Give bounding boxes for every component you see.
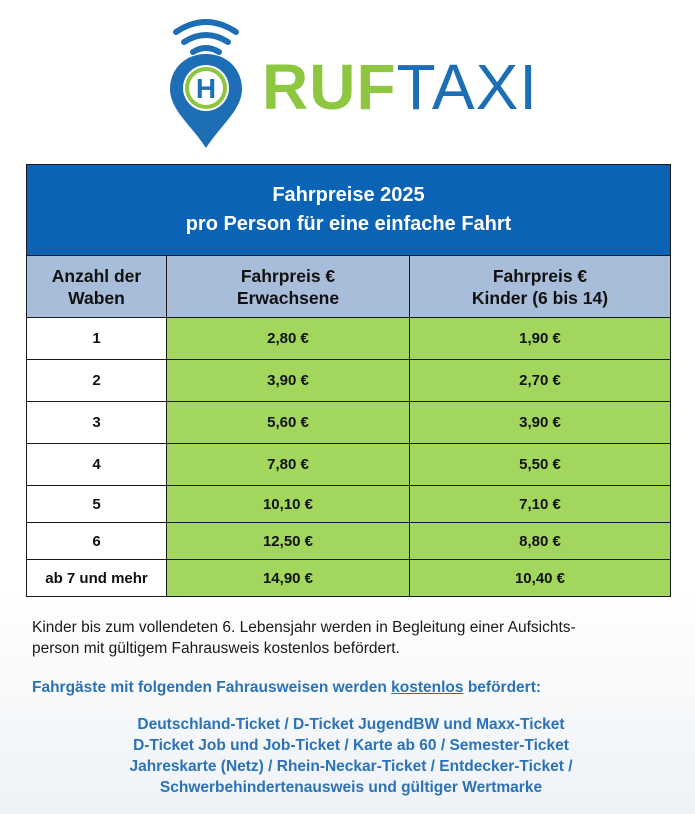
adult-price-cell: 2,80 €: [167, 318, 410, 360]
waben-cell: ab 7 und mehr: [27, 560, 167, 597]
free-tickets-list: [26, 714, 676, 798]
logo-wordmark: [262, 52, 538, 122]
table-row: [27, 523, 671, 560]
header-adult-line1: Fahrpreis €: [240, 265, 336, 286]
header-adult-price: [167, 256, 410, 318]
header-child-line2: Kinder (6 bis 14): [471, 287, 609, 308]
waben-cell: 3: [27, 402, 167, 444]
table-title: [27, 165, 671, 256]
header-adult-line2: Erwachsene: [236, 287, 340, 308]
adult-price-cell: 14,90 €: [167, 560, 410, 597]
note-line1: Kinder bis zum vollendeten 6. Lebensjahr werden in Begleitung einer Aufsichts-: [32, 619, 576, 636]
waben-cell: 5: [27, 486, 167, 523]
header-child-price: [410, 256, 671, 318]
table-row: [27, 402, 671, 444]
adult-price-cell: 3,90 €: [167, 360, 410, 402]
child-price-cell: 1,90 €: [410, 318, 671, 360]
waben-cell: 4: [27, 444, 167, 486]
table-title-line1: Fahrpreise 2025: [272, 184, 425, 206]
child-price-cell: 8,80 €: [410, 523, 671, 560]
waben-cell: 2: [27, 360, 167, 402]
table-title-line2: pro Person für eine einfache Fahrt: [185, 213, 512, 235]
table-row: [27, 560, 671, 597]
note-line2: person mit gültigem Fahrausweis kostenlos befördert.: [32, 640, 400, 657]
child-price-cell: 3,90 €: [410, 402, 671, 444]
child-price-cell: 5,50 €: [410, 444, 671, 486]
fare-table: [26, 164, 671, 597]
header-waben-line2: Waben: [68, 287, 125, 308]
free-heading-post: befördert:: [463, 679, 542, 696]
logo-word-ruf: RUF: [262, 51, 397, 123]
free-tickets-heading: [32, 679, 682, 697]
table-row: [27, 444, 671, 486]
adult-price-cell: 12,50 €: [167, 523, 410, 560]
header-child-line1: Fahrpreis €: [492, 265, 588, 286]
child-price-cell: 7,10 €: [410, 486, 671, 523]
ticket-line: Deutschland-Ticket / D-Ticket JugendBW und Maxx-Ticket: [137, 716, 565, 733]
waben-cell: 6: [27, 523, 167, 560]
table-title-row: [27, 165, 671, 256]
child-price-cell: 2,70 €: [410, 360, 671, 402]
ticket-line: D-Ticket Job und Job-Ticket / Karte ab 60 / Semester-Ticket: [133, 737, 569, 754]
ticket-line: Schwerbehindertenausweis und gültiger Wertmarke: [159, 779, 543, 796]
table-row: [27, 318, 671, 360]
ticket-line: Jahreskarte (Netz) / Rhein-Neckar-Ticket / Entdecker-Ticket /: [129, 758, 573, 775]
header-waben: [27, 256, 167, 318]
children-free-note: [32, 617, 682, 659]
pin-letter: H: [195, 73, 217, 104]
adult-price-cell: 10,10 €: [167, 486, 410, 523]
free-heading-pre: Fahrgäste mit folgenden Fahrausweisen werden: [32, 679, 392, 696]
ruftaxi-logo: [166, 14, 546, 154]
location-pin-wifi-icon: [166, 14, 246, 150]
adult-price-cell: 5,60 €: [167, 402, 410, 444]
free-heading-underlined: kostenlos: [391, 679, 464, 696]
logo-word-taxi: TAXI: [396, 51, 539, 123]
table-header-row: [27, 256, 671, 318]
child-price-cell: 10,40 €: [410, 560, 671, 597]
table-row: [27, 486, 671, 523]
table-row: [27, 360, 671, 402]
waben-cell: 1: [27, 318, 167, 360]
header-waben-line1: Anzahl der: [51, 265, 142, 286]
adult-price-cell: 7,80 €: [167, 444, 410, 486]
